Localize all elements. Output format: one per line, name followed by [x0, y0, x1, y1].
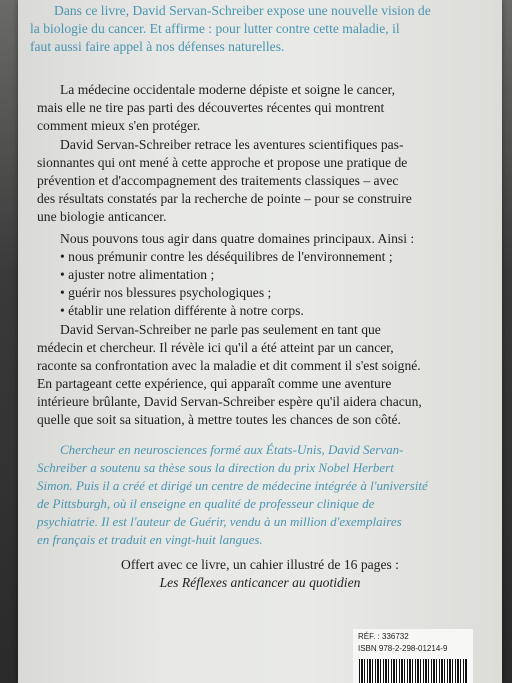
offer-title: Les Réflexes anticancer au quotidien [159, 575, 361, 590]
book-back-cover [18, 0, 502, 683]
body-p2-line-4: des résultats constatés par la recherche de pointe – pour se construire [37, 191, 412, 206]
list-item: • établir une relation différente à notre corps. [60, 303, 304, 318]
body-p4-line-4: En partageant cette expérience, qui apparaît comme une aventure [37, 376, 392, 391]
body-p2-line-3: prévention et d'accompagnement des traitements classiques – avec [37, 173, 399, 188]
bio-line-3: Simon. Puis il a créé et dirigé un centre de médecine intégrée à l'université [37, 478, 428, 493]
bio-line-2: Schreiber a soutenu sa thèse sous la direction du prix Nobel Herbert [37, 460, 394, 475]
list-item: • ajuster notre alimentation ; [60, 267, 215, 282]
body-p4-line-6: quelle que soit sa situation, à mettre toutes les chances de son côté. [37, 412, 401, 427]
bio-line-4: de Pittsburgh, où il enseigne en qualité de professeur clinique de [37, 496, 375, 511]
bio-line-6: en français et traduit en vingt-huit langues. [37, 532, 263, 547]
list-item: • nous prémunir contre les déséquilibres de l'environnement ; [60, 249, 393, 264]
isbn-number: ISBN 978-2-298-01214-9 [358, 644, 448, 653]
intro-line-3: faut aussi faire appel à nos défenses naturelles. [30, 39, 285, 54]
body-p3-intro: Nous pouvons tous agir dans quatre domaines principaux. Ainsi : [60, 231, 415, 246]
ref-number: RÉF. : 336732 [358, 632, 409, 641]
body-p2-line-1: David Servan-Schreiber retrace les aventures scientifiques pas- [60, 137, 404, 152]
intro-line-1: Dans ce livre, David Servan-Schreiber expose une nouvelle vision de [54, 3, 431, 18]
barcode-bars [359, 659, 467, 683]
body-p4-line-2: médecin et chercheur. Il révèle ici qu'il a été atteint par un cancer, [37, 340, 394, 355]
bio-line-1: Chercheur en neurosciences formé aux États-Unis, David Servan- [60, 442, 404, 457]
body-p4-line-5: intérieure brûlante, David Servan-Schreiber espère qu'il aidera chacun, [37, 394, 422, 409]
body-p4-line-1: David Servan-Schreiber ne parle pas seulement en tant que [60, 322, 381, 337]
body-p2-line-2: sionnantes qui ont mené à cette approche et propose une pratique de [37, 155, 408, 170]
body-p2-line-5: une biologie anticancer. [37, 209, 167, 224]
body-p1-line-3: comment mieux s'en protéger. [37, 118, 201, 133]
bio-line-5: psychiatrie. Il est l'auteur de Guérir, vendu à un million d'exemplaires [37, 514, 402, 529]
offer-line: Offert avec ce livre, un cahier illustré de 16 pages : [121, 557, 399, 572]
intro-line-2: la biologie du cancer. Et affirme : pour lutter contre cette maladie, il [30, 21, 400, 36]
list-item: • guérir nos blessures psychologiques ; [60, 285, 272, 300]
barcode-sticker [353, 629, 473, 683]
body-p1-line-1: La médecine occidentale moderne dépiste et soigne le cancer, [60, 82, 395, 97]
body-p1-line-2: mais elle ne tire pas parti des découvertes récentes qui montrent [37, 100, 385, 115]
body-p4-line-3: raconte sa confrontation avec la maladie et dit comment il s'est soigné. [37, 358, 421, 373]
